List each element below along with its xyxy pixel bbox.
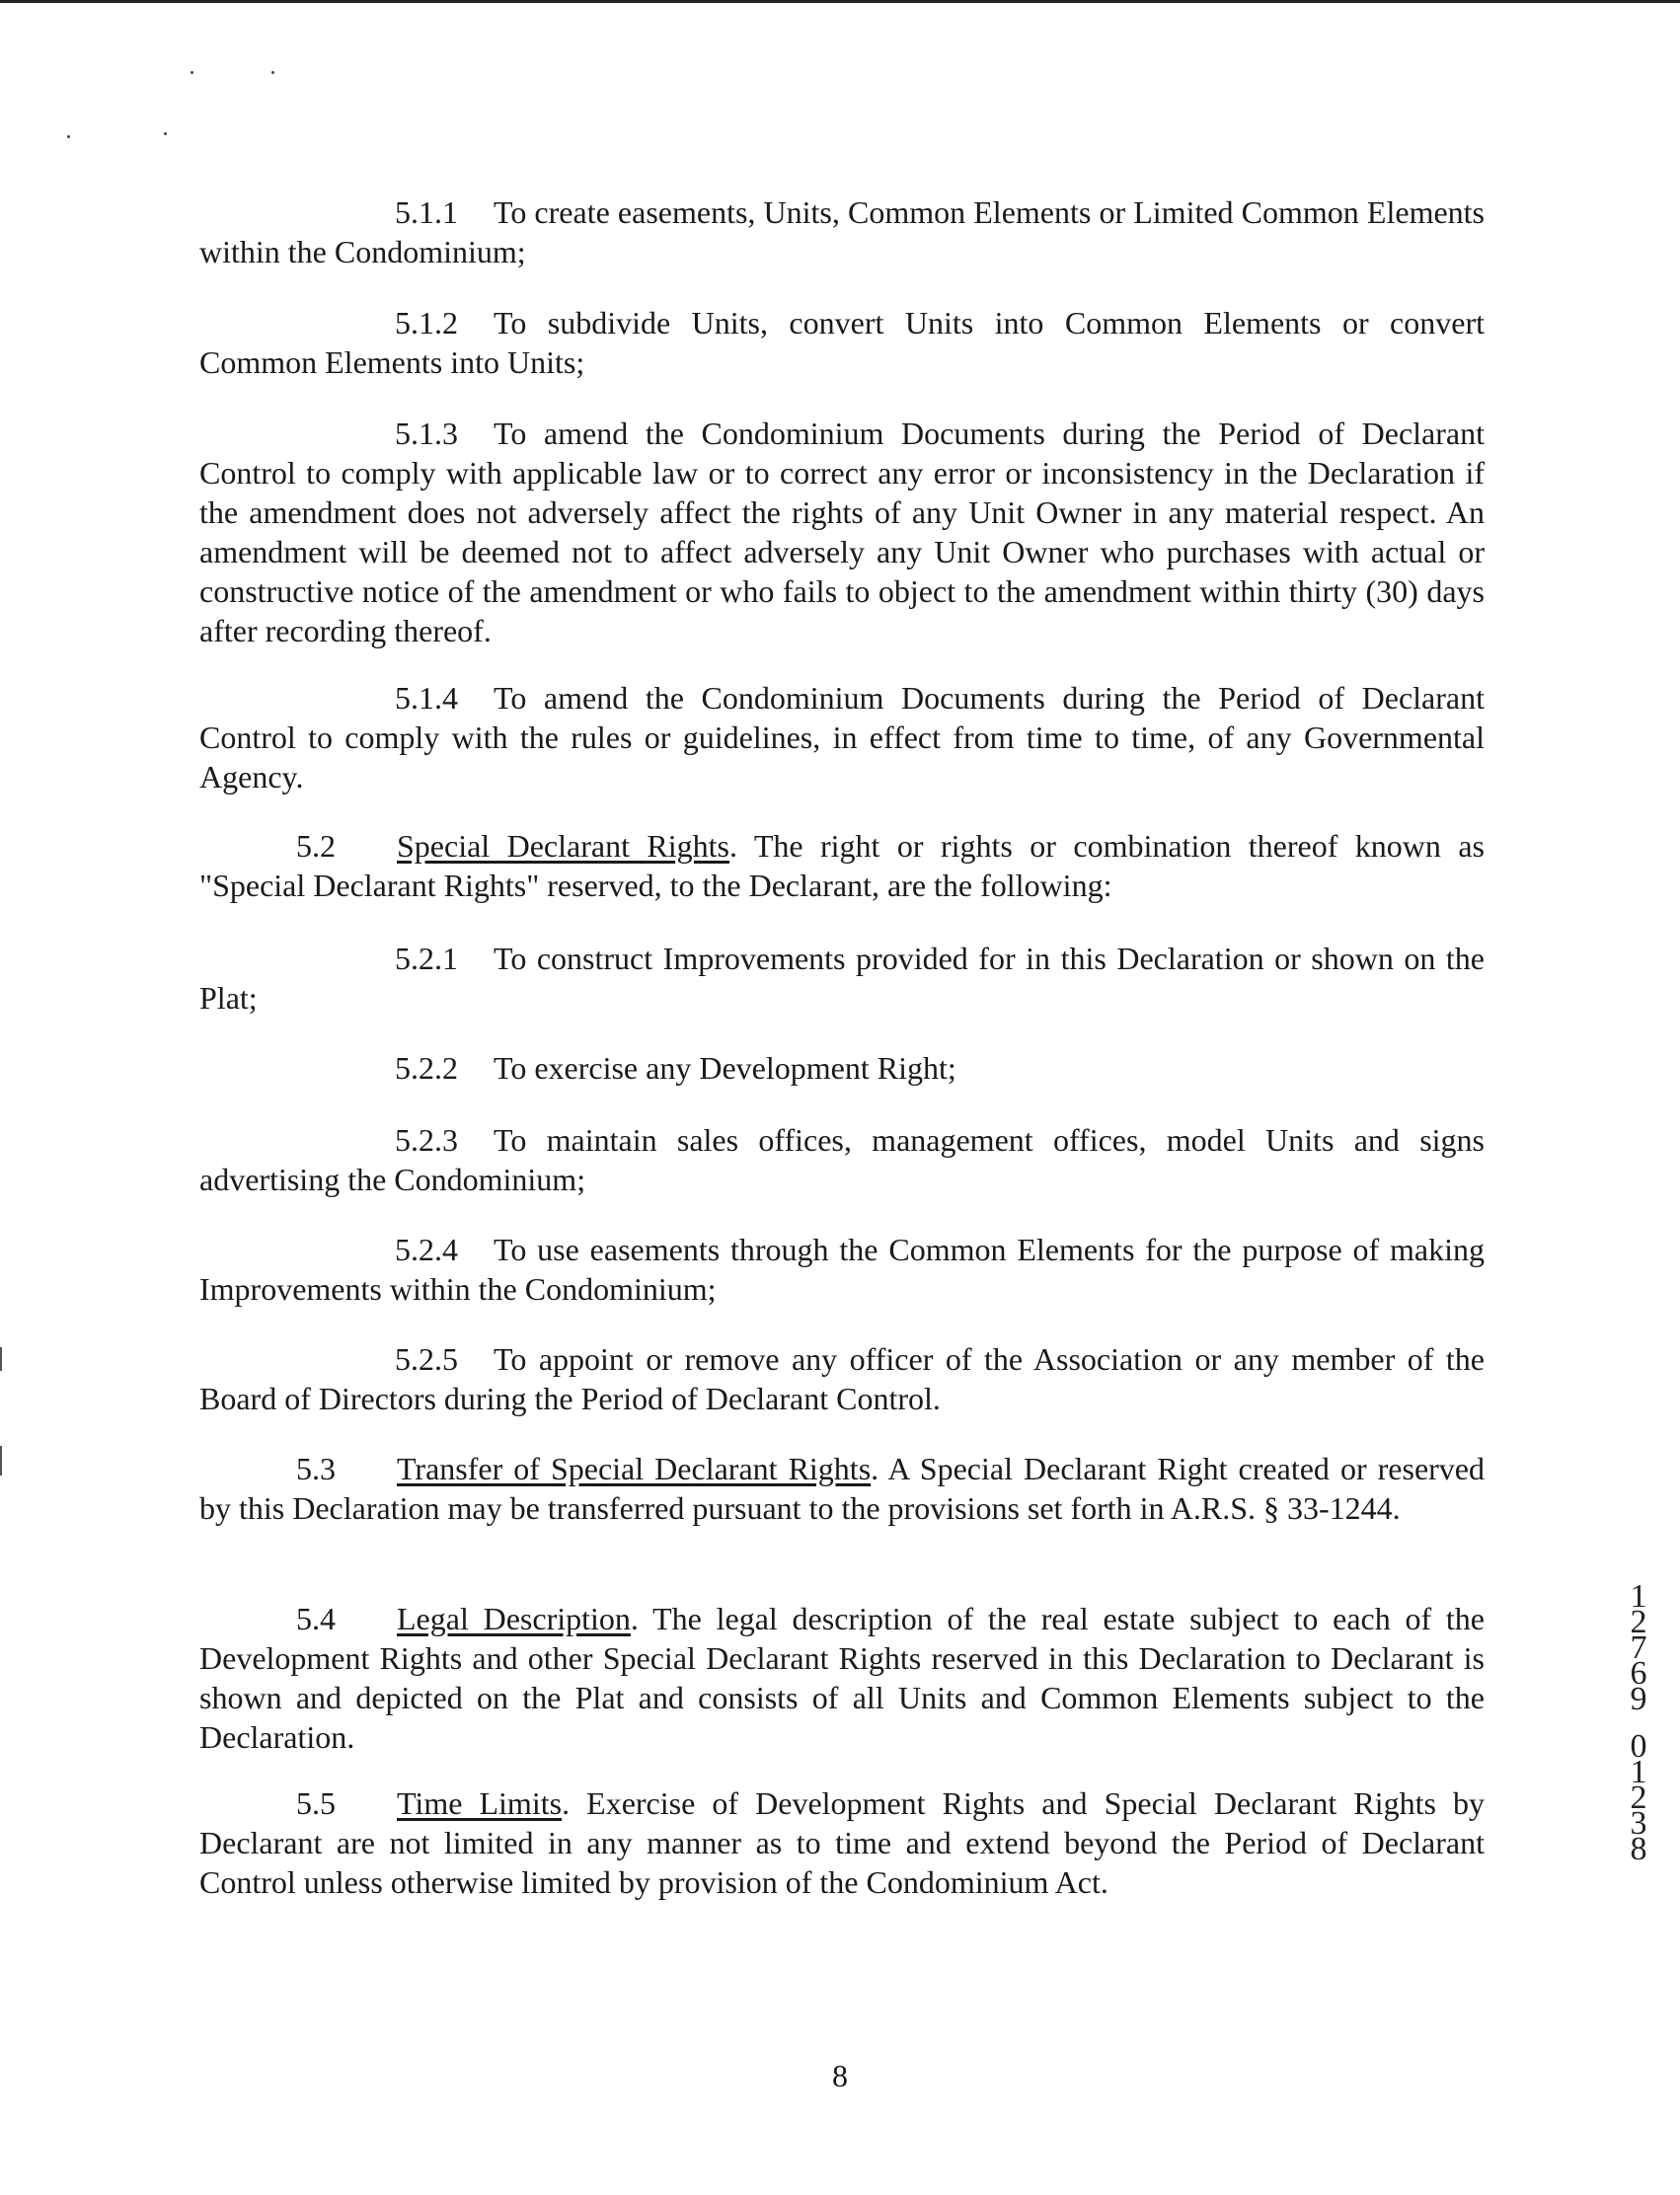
section-5-5 <box>199 1783 1485 1902</box>
section-number: 5.2.2 <box>395 1050 458 1086</box>
recording-digit: 8 <box>1630 1831 1647 1867</box>
paragraph-5-1-1 <box>199 192 1485 271</box>
section-number: 5.2.5 <box>395 1341 458 1377</box>
paragraph-text: . A Special Declarant Right created or reserved by this Declaration may be transferred pursuant to the provisions set forth in A.R.S. § 33-1244. <box>199 1451 1486 1526</box>
recording-digit: 1 <box>1630 1578 1647 1615</box>
scan-edge-mark <box>0 1446 2 1476</box>
paragraph-5-2-1 <box>199 939 1485 1018</box>
paragraph-5-2-5 <box>199 1339 1485 1418</box>
section-number: 5.2.1 <box>395 941 458 976</box>
paragraph-text: . The legal description of the real estate subject to each of the Development Rights and other Special Declarant Rights reserved in this Declaration to Declarant is shown and depicted on the Plat and consists of all Units and Common Elements subject to the Declaration. <box>199 1601 1486 1755</box>
paragraph-5-2-3 <box>199 1120 1485 1199</box>
section-number: 5.4 <box>296 1601 336 1636</box>
section-5-3 <box>199 1449 1485 1528</box>
paragraph-5-1-2 <box>199 303 1485 382</box>
recording-digit: 1 <box>1630 1754 1647 1790</box>
recording-digit: 6 <box>1630 1655 1647 1692</box>
scan-speck <box>191 71 193 74</box>
page-number: 8 <box>832 2058 848 2093</box>
paragraph-text: To construct Improvements provided for in this Declaration or shown on the Plat; <box>199 941 1485 1016</box>
scan-edge-mark <box>0 1347 2 1371</box>
recording-digit: 0 <box>1630 1728 1647 1765</box>
section-number: 5.2.4 <box>395 1232 458 1267</box>
section-heading: Special Declarant Rights <box>397 828 729 864</box>
paragraph-5-1-4 <box>199 678 1485 796</box>
recording-digit: 7 <box>1630 1629 1647 1666</box>
recording-digit: 2 <box>1630 1779 1647 1816</box>
paragraph-text: . Exercise of Development Rights and Special Declarant Rights by Declarant are not limited in any manner as to time and extend beyond the Period of Declarant Control unless otherwise limited by provision of the Condominium Act. <box>199 1785 1486 1900</box>
section-heading: Time Limits <box>397 1785 563 1821</box>
scan-speck <box>271 71 274 74</box>
recording-digit: 9 <box>1630 1681 1647 1717</box>
paragraph-5-2-4 <box>199 1230 1485 1309</box>
recording-digit: 3 <box>1630 1805 1647 1842</box>
section-number: 5.1.3 <box>395 416 458 451</box>
recording-digit: 2 <box>1630 1604 1647 1640</box>
section-5-4 <box>199 1599 1485 1757</box>
section-number: 5.5 <box>296 1785 336 1821</box>
section-number: 5.3 <box>296 1451 336 1486</box>
section-heading: Legal Description <box>397 1601 631 1636</box>
paragraph-text: To create easements, Units, Common Elements or Limited Common Elements within the Condominium; <box>199 194 1485 269</box>
paragraph-5-2-2 <box>199 1048 1485 1088</box>
paragraph-5-1-3 <box>199 414 1485 650</box>
paragraph-text: To exercise any Development Right; <box>494 1050 956 1086</box>
scan-top-edge <box>0 0 1680 3</box>
section-5-2 <box>199 826 1485 905</box>
recording-number-stamp <box>1627 1578 1650 1867</box>
scan-speck <box>67 135 70 138</box>
scan-speck <box>164 132 167 135</box>
section-number: 5.1.4 <box>395 680 458 716</box>
paragraph-text: To use easements through the Common Elements for the purpose of making Improvements within the Condominium; <box>199 1232 1485 1307</box>
paragraph-text: . The right or rights or combination thereof known as "Special Declarant Rights" reserved, to the Declarant, are the following: <box>199 828 1486 903</box>
section-number: 5.1.1 <box>395 194 458 230</box>
paragraph-text: To amend the Condominium Documents during the Period of Declarant Control to comply with applicable law or to correct any error or inconsistency in the Declaration if the amendment does not adversely affect the rights of any Unit Owner in any material respect. An amendment will be deemed not to affect adversely any Unit Owner who purchases with actual or constructive notice of the amendment or who fails to object to the amendment within thirty (30) days after recording thereof. <box>199 416 1485 648</box>
paragraph-text: To appoint or remove any officer of the Association or any member of the Board of Directors during the Period of Declarant Control. <box>199 1341 1485 1416</box>
section-number: 5.2 <box>296 828 336 864</box>
paragraph-text: To amend the Condominium Documents during the Period of Declarant Control to comply with the rules or guidelines, in effect from time to time, of any Governmental Agency. <box>199 680 1485 795</box>
paragraph-text: To subdivide Units, convert Units into Common Elements or convert Common Elements into Units; <box>199 305 1485 380</box>
paragraph-text: To maintain sales offices, management offices, model Units and signs advertising the Condominium; <box>199 1122 1485 1197</box>
section-number: 5.1.2 <box>395 305 458 341</box>
section-heading: Transfer of Special Declarant Rights <box>397 1451 872 1486</box>
section-number: 5.2.3 <box>395 1122 458 1158</box>
